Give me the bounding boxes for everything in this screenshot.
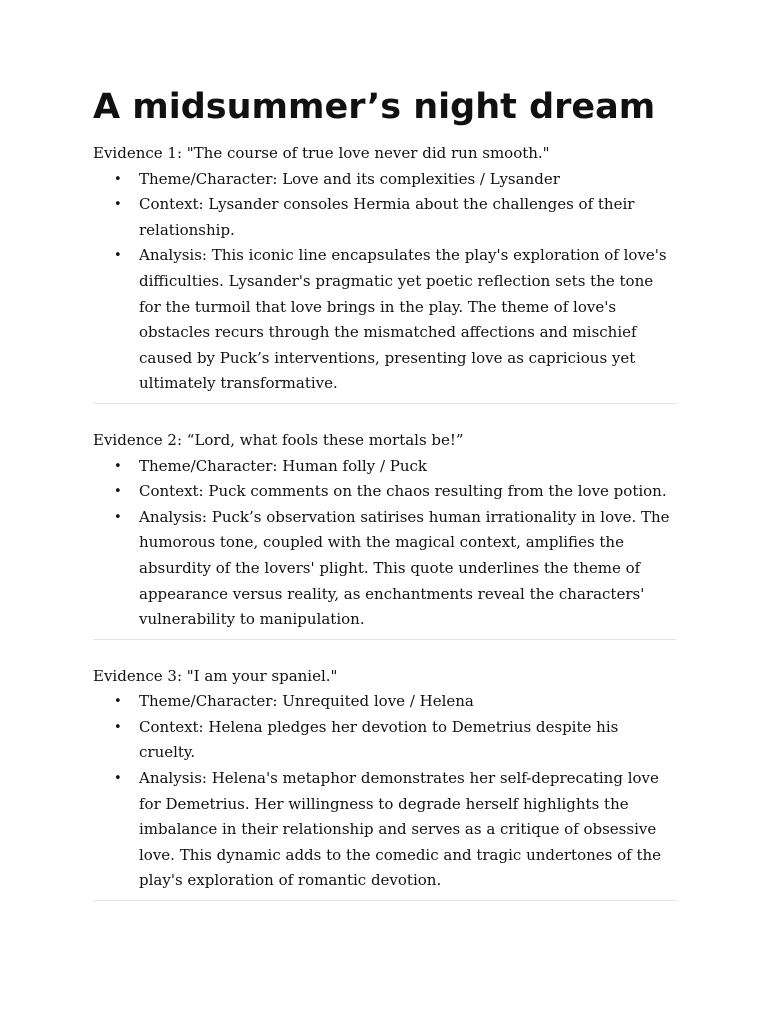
list-item (93, 505, 676, 633)
list-item (93, 243, 676, 397)
context-text: Context: Puck comments on the chaos resulting from the love potion. (139, 482, 667, 501)
bullet-icon: • (114, 771, 122, 787)
bullet-icon: • (114, 509, 122, 525)
context-text: Context: Helena pledges her devotion to Demetrius despite his cruelty. (139, 717, 619, 762)
evidence-section-3 (93, 664, 676, 901)
theme-character-text: Theme/Character: Human folly / Puck (139, 456, 428, 475)
document-page (93, 82, 676, 925)
list-item (93, 479, 676, 505)
analysis-text: Analysis: This iconic line encapsulates the play's exploration of love's difficulties. Lysander's pragmatic yet poetic reflection sets the tone for the turmoil that love brings in the play. The theme of love's obstacles recurs through the mismatched affections and mischief caused by Puck’s interventions, presenting love as capricious yet ultimately transformative. (139, 246, 667, 393)
bullet-icon: • (114, 197, 122, 213)
bullet-icon: • (114, 171, 122, 187)
evidence-points-list (93, 454, 676, 633)
section-divider (93, 900, 676, 901)
section-divider (93, 403, 676, 404)
bullet-icon: • (114, 484, 122, 500)
section-divider (93, 639, 676, 640)
evidence-section-2 (93, 428, 676, 640)
list-item (93, 715, 676, 766)
theme-character-text: Theme/Character: Unrequited love / Helena (139, 692, 474, 711)
list-item (93, 766, 676, 894)
bullet-icon: • (114, 248, 122, 264)
list-item (93, 454, 676, 480)
context-text: Context: Lysander consoles Hermia about the challenges of their relationship. (139, 195, 635, 239)
bullet-icon: • (114, 458, 122, 474)
evidence-section-1 (93, 141, 676, 404)
evidence-heading: Evidence 2: “Lord, what fools these mortals be!” (93, 430, 464, 449)
theme-character-text: Theme/Character: Love and its complexities / Lysander (139, 169, 560, 188)
bullet-icon: • (114, 694, 122, 710)
evidence-heading: Evidence 1: "The course of true love never did run smooth." (93, 144, 550, 162)
bullet-icon: • (114, 719, 122, 735)
list-item (93, 167, 676, 193)
list-item (93, 192, 676, 243)
evidence-points-list (93, 689, 676, 894)
evidence-heading: Evidence 3: "I am your spaniel." (93, 666, 338, 685)
list-item (93, 689, 676, 715)
evidence-points-list (93, 167, 676, 397)
page-title: A midsummer’s night dream (93, 87, 656, 127)
analysis-text: Analysis: Helena's metaphor demonstrates her self-deprecating love for Demetrius. Her willingness to degrade herself highlights the imbalance in their relationship and serves as a critique of obsessive love. This dynamic adds to the comedic and tragic undertones of the play's exploration of romantic devotion. (139, 769, 662, 890)
analysis-text: Analysis: Puck’s observation satirises human irrationality in love. The humorous tone, coupled with the magical context, amplifies the absurdity of the lovers' plight. This quote underlines the theme of appearance versus reality, as enchantments reveal the characters' vulnerability to manipulation. (139, 507, 670, 629)
